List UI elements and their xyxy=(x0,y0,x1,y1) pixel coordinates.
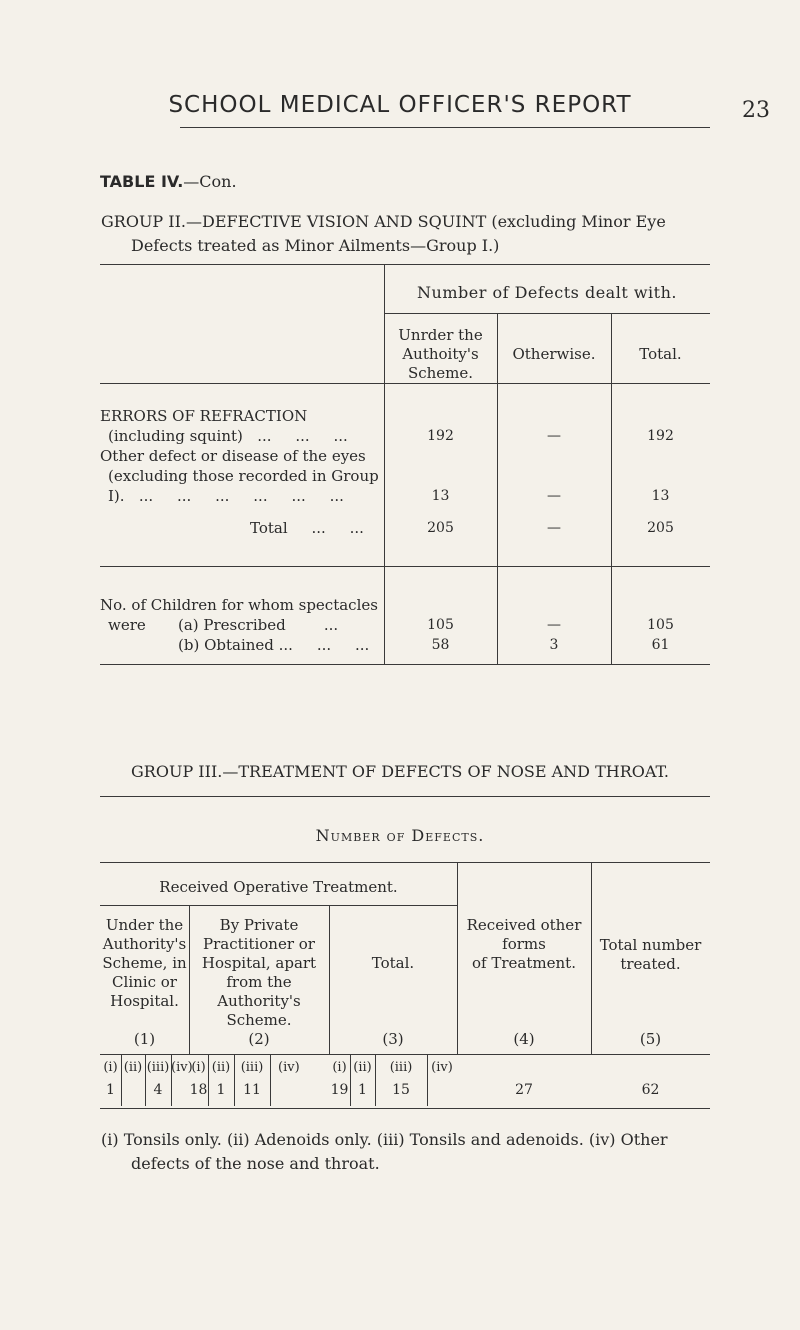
g2-group-rule xyxy=(384,313,710,314)
g3-header-rule xyxy=(100,1054,710,1055)
g3-c3-label-iii: (iii) xyxy=(389,1060,413,1075)
g3-c2-label-ii: (ii) xyxy=(211,1060,231,1075)
other-line3 xyxy=(108,487,344,506)
other-total: 13 xyxy=(651,488,670,504)
page-header: SCHOOL MEDICAL OFFICER'S REPORT xyxy=(168,92,632,118)
g3-sub-rule xyxy=(100,905,457,906)
obtained-total: 61 xyxy=(651,637,670,653)
other-scheme: 13 xyxy=(431,488,450,504)
table-label-suffix: —Con. xyxy=(183,172,237,191)
g3-col2-line4: from the xyxy=(226,973,292,991)
table-label-main: TABLE IV. xyxy=(100,172,184,191)
g3-c3-value-i: 19 xyxy=(330,1082,349,1098)
g2-total-rule xyxy=(100,566,710,567)
g3-col4-header xyxy=(457,916,591,973)
spect-b xyxy=(178,636,369,655)
g3-c3-label-i: (i) xyxy=(332,1060,347,1075)
obtained-otherwise: 3 xyxy=(549,637,559,653)
other-line3-text: I). xyxy=(108,487,125,505)
g3-col5-header xyxy=(591,936,710,974)
g3-col2-header xyxy=(189,916,329,1030)
g3-col1-line2: Authority's xyxy=(102,935,187,953)
other-line1: Other defect or disease of the eyes xyxy=(100,447,366,465)
spect-a xyxy=(178,616,338,635)
header-rule xyxy=(180,127,710,128)
g3-c3-label-iv: (iv) xyxy=(431,1060,453,1075)
g3-col1-line3: Scheme, in xyxy=(102,954,187,972)
g3-col2-no: (2) xyxy=(248,1030,270,1048)
errors-heading: ERRORS OF REFRACTION xyxy=(100,407,308,425)
g2-col1-line2: Authoity's xyxy=(402,345,479,363)
leader-2: ... ... ... ... ... ... xyxy=(138,487,344,505)
g2-col1-line1: Unrder the xyxy=(398,326,483,344)
errors-total: 192 xyxy=(647,428,674,444)
g3-col4-line3: of Treatment. xyxy=(472,954,576,972)
g3-col3-no: (3) xyxy=(382,1030,404,1048)
g3-col5-line1: Total number xyxy=(599,936,702,954)
g2-header-rule xyxy=(100,383,710,384)
g3-c2-label-i: (i) xyxy=(191,1060,206,1075)
g3-c2-value-iii: 11 xyxy=(243,1082,261,1098)
g3-col1-line4: Clinic or xyxy=(112,973,177,991)
spect-were: were xyxy=(108,616,146,634)
g3-col4-line1: Received other xyxy=(466,916,582,934)
g3-c2-label-iii: (iii) xyxy=(240,1060,264,1075)
g3-col4-no: (4) xyxy=(513,1030,535,1048)
including-squint xyxy=(108,427,348,446)
prescribed-scheme: 105 xyxy=(427,617,454,633)
total-otherwise: — xyxy=(547,520,561,536)
g3-title-rule xyxy=(100,796,710,797)
g3-col4-value: 27 xyxy=(515,1082,533,1098)
g2-top-rule xyxy=(100,264,710,265)
leader-1: ... ... ... xyxy=(257,427,348,445)
g3-col4-line2: forms xyxy=(502,935,546,953)
g3-col1-no: (1) xyxy=(133,1030,156,1048)
leader-4: ... xyxy=(323,616,339,634)
g3-c1-label-i: (i) xyxy=(103,1060,118,1075)
g3-top-rule xyxy=(100,862,710,863)
g3-col5-line2: treated. xyxy=(620,955,681,973)
g3-col2-line3: Hospital, apart xyxy=(201,954,317,972)
g2-col1-header xyxy=(384,326,497,383)
g3-col3-header: Total. xyxy=(371,954,415,972)
g2-total-label xyxy=(250,519,364,538)
g2-bottom-rule xyxy=(100,664,710,665)
other-otherwise: — xyxy=(547,488,561,504)
group3-subtitle: Number of Defects. xyxy=(315,826,485,845)
other-line2: (excluding those recorded in Group xyxy=(108,467,379,485)
spect-line1: No. of Children for whom spectacles xyxy=(100,596,378,614)
g2-col2-header: Otherwise. xyxy=(512,345,596,363)
g3-col2-line6: Scheme. xyxy=(226,1011,292,1029)
errors-scheme: 192 xyxy=(427,428,454,444)
g3-col5-no: (5) xyxy=(639,1030,662,1048)
g3-c3-value-iii: 15 xyxy=(392,1082,410,1098)
prescribed-otherwise: — xyxy=(547,617,561,633)
g3-col5-value: 62 xyxy=(641,1082,660,1098)
page-number: 23 xyxy=(742,98,770,123)
obtained-scheme: 58 xyxy=(431,637,450,653)
group2-title-line2: Defects treated as Minor Ailments—Group I.) xyxy=(131,236,500,255)
g3-c2-value-i: 18 xyxy=(189,1082,208,1098)
total-total: 205 xyxy=(647,520,674,536)
g3-col2-line2: Practitioner or xyxy=(203,935,315,953)
spect-b-text: (b) Obtained ... xyxy=(178,636,293,654)
group3-title: GROUP III.—TREATMENT OF DEFECTS OF NOSE AND THROAT. xyxy=(131,762,669,781)
g3-col1-header xyxy=(100,916,189,1011)
prescribed-total: 105 xyxy=(647,617,674,633)
g3-footnote-line2: defects of the nose and throat. xyxy=(131,1154,380,1173)
errors-otherwise: — xyxy=(547,428,561,444)
g3-footnote-line1: (i) Tonsils only. (ii) Adenoids only. (iii) Tonsils and adenoids. (iv) Other xyxy=(101,1130,668,1149)
received-operative: Received Operative Treatment. xyxy=(159,878,398,896)
g3-col1-line5: Hospital. xyxy=(110,992,179,1010)
group2-title-line1: GROUP II.—DEFECTIVE VISION AND SQUINT (excluding Minor Eye xyxy=(101,212,666,231)
g3-bottom-rule xyxy=(100,1108,710,1109)
g3-c1-label-iii: (iii) xyxy=(146,1060,170,1075)
g2-col-group-header: Number of Defects dealt with. xyxy=(417,283,677,302)
g3-col2-line5: Authority's xyxy=(217,992,301,1010)
g3-c3-label-ii: (ii) xyxy=(353,1060,372,1075)
g3-c1-label-ii: (ii) xyxy=(123,1060,143,1075)
spect-a-text: (a) Prescribed xyxy=(178,616,286,634)
table-label xyxy=(100,172,237,191)
g2-col1-line3: Scheme. xyxy=(407,364,474,382)
total-scheme: 205 xyxy=(427,520,454,536)
g2-col3-header: Total. xyxy=(639,345,682,363)
g3-c2-value-ii: 1 xyxy=(216,1082,226,1098)
g3-col1-line1: Under the xyxy=(105,916,184,934)
g3-c1-label-iv: (iv) xyxy=(171,1060,193,1075)
g2-total-text: Total xyxy=(250,519,288,537)
g3-c3-value-ii: 1 xyxy=(358,1082,367,1098)
including-squint-text: (including squint) xyxy=(108,427,243,445)
g3-col2-line1: By Private xyxy=(219,916,299,934)
g3-c1-value-iii: 4 xyxy=(153,1082,163,1098)
g3-c2-label-iv: (iv) xyxy=(278,1060,300,1075)
g3-c1-value-i: 1 xyxy=(106,1082,115,1098)
leader-3: ... ... xyxy=(311,519,364,537)
leader-5: ... ... xyxy=(316,636,370,654)
